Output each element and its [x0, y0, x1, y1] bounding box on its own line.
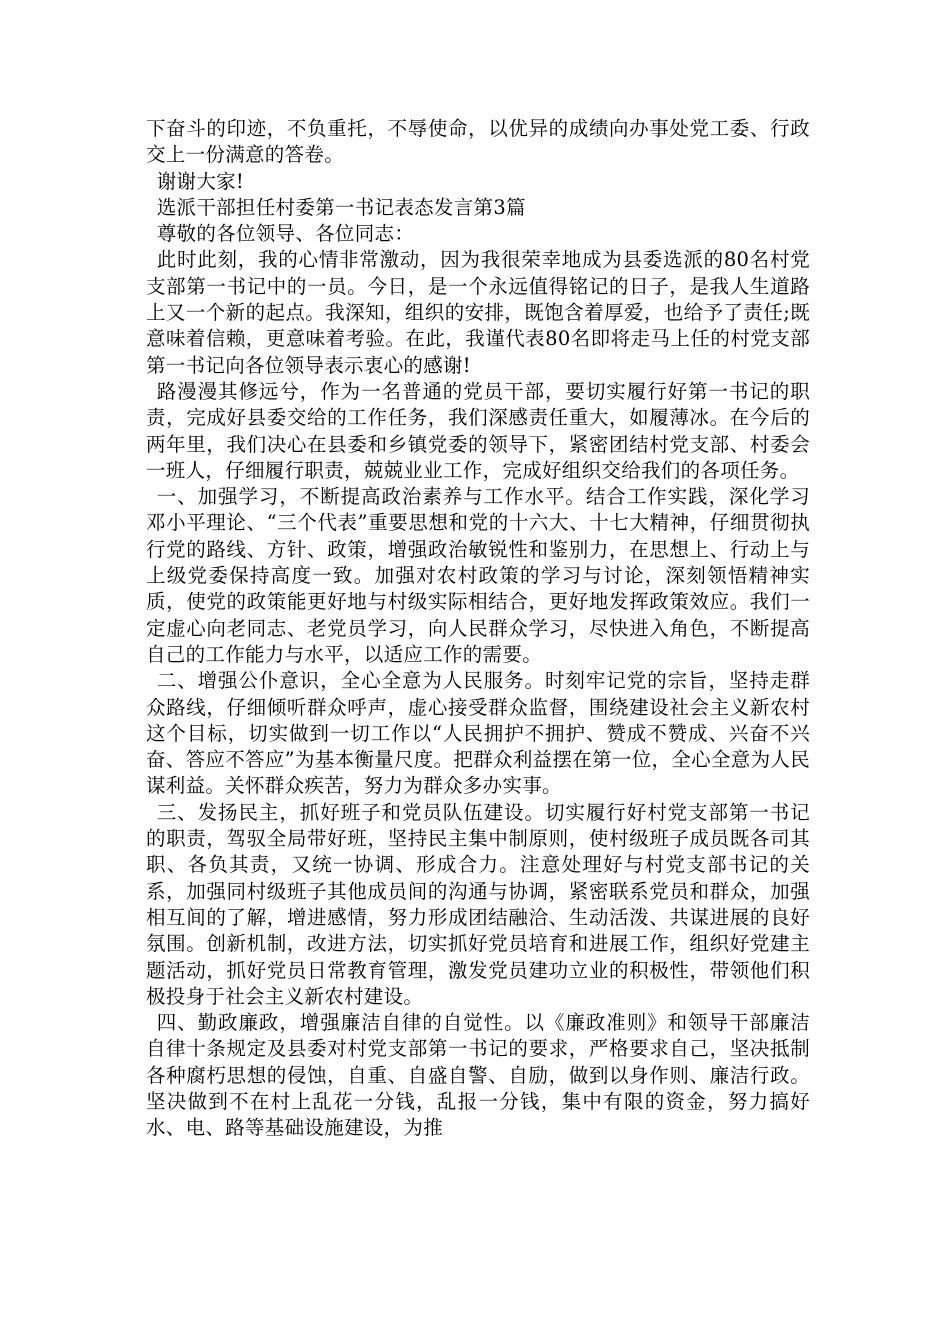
- document-body: [146, 116, 810, 1142]
- paragraph-responsibility: 路漫漫其修远兮，作为一名普通的党员干部，要切实履行好第一书记的职责，完成好县委交给的工作任务，我们深感责任重大，如履薄冰。在今后的两年里，我们决心在县委和乡镇党委的领导下，紧密团结村党支部、村委会一班人，仔细履行职责，兢兢业业工作，完成好组织交给我们的各项任务。: [146, 379, 810, 482]
- paragraph-point-2: 二、增强公仆意识，全心全意为人民服务。时刻牢记党的宗旨，坚持走群众路线，仔细倾听群众呼声，虚心接受群众监督，围绕建设社会主义新农村这个目标，切实做到一切工作以“人民拥护不拥护、赞成不赞成、兴奋不兴奋、答应不答应”为基本衡量尺度。把群众利益摆在第一位，全心全意为人民谋利益。关怀群众疾苦，努力为群众多办实事。: [146, 669, 810, 798]
- paragraph-continuation: 下奋斗的印迹，不负重托，不辱使命，以优异的成绩向办事处党工委、行政交上一份满意的答卷。: [146, 117, 810, 167]
- salutation: 尊敬的各位领导、各位同志：: [156, 222, 415, 246]
- paragraph-point-3: 三、发扬民主，抓好班子和党员队伍建设。切实履行好村党支部第一书记的职责，驾驭全局带好班，坚持民主集中制原则，使村级班子成员既各司其职、各负其责，又统一协调、形成合力。注意处理好与村党支部书记的关系，加强同村级班子其他成员间的沟通与协调，紧密联系党员和群众，加强相互间的了解，增进感情，努力形成团结融洽、生动活泼、共谋进展的良好氛围。创新机制，改进方法，切实抓好党员培育和进展工作，组织好党建主题活动，抓好党员日常教育管理，激发党员建功立业的积极性，带领他们积极投身于社会主义新农村建设。: [146, 800, 810, 1008]
- paragraph-thanks: 谢谢大家!: [156, 169, 245, 193]
- paragraph-point-4: 四、勤政廉政，增强廉洁自律的自觉性。以《廉政准则》和领导干部廉洁自律十条规定及县委对村党支部第一书记的要求，严格要求自己，坚决抵制各种腐朽思想的侵蚀，自重、自盛自警、自励，做到以身作则、廉洁行政。坚决做到不在村上乱花一分钱，乱报一分钱，集中有限的资金，努力搞好水、电、路等基础设施建设，为推: [146, 1011, 810, 1140]
- paragraph-point-1: 一、加强学习，不断提高政治素养与工作水平。结合工作实践，深化学习邓小平理论、“三个代表”重要思想和党的十六大、十七大精神，仔细贯彻执行党的路线、方针、政策，增强政治敏锐性和鉴别力，在思想上、行动上与上级党委保持高度一致。加强对农村政策的学习与讨论，深刻领悟精神实质，使党的政策能更好地与村级实际相结合，更好地发挥政策效应。我们一定虚心向老同志、老党员学习，向人民群众学习，尽快进入角色，不断提高自己的工作能力与水平，以适应工作的需要。: [146, 485, 810, 666]
- section-heading: 选派干部担任村委第一书记表态发言第3篇: [156, 195, 526, 219]
- paragraph-intro: 此时此刻，我的心情非常激动，因为我很荣幸地成为县委选派的80名村党支部第一书记中的一员。今日，是一个永远值得铭记的日子，是我人生道路上又一个新的起点。我深知，组织的安排，既饱含着厚爱，也给予了责任;既意味着信赖，更意味着考验。在此，我谨代表80名即将走马上任的村党支部第一书记向各位领导表示衷心的感谢!: [146, 248, 810, 377]
